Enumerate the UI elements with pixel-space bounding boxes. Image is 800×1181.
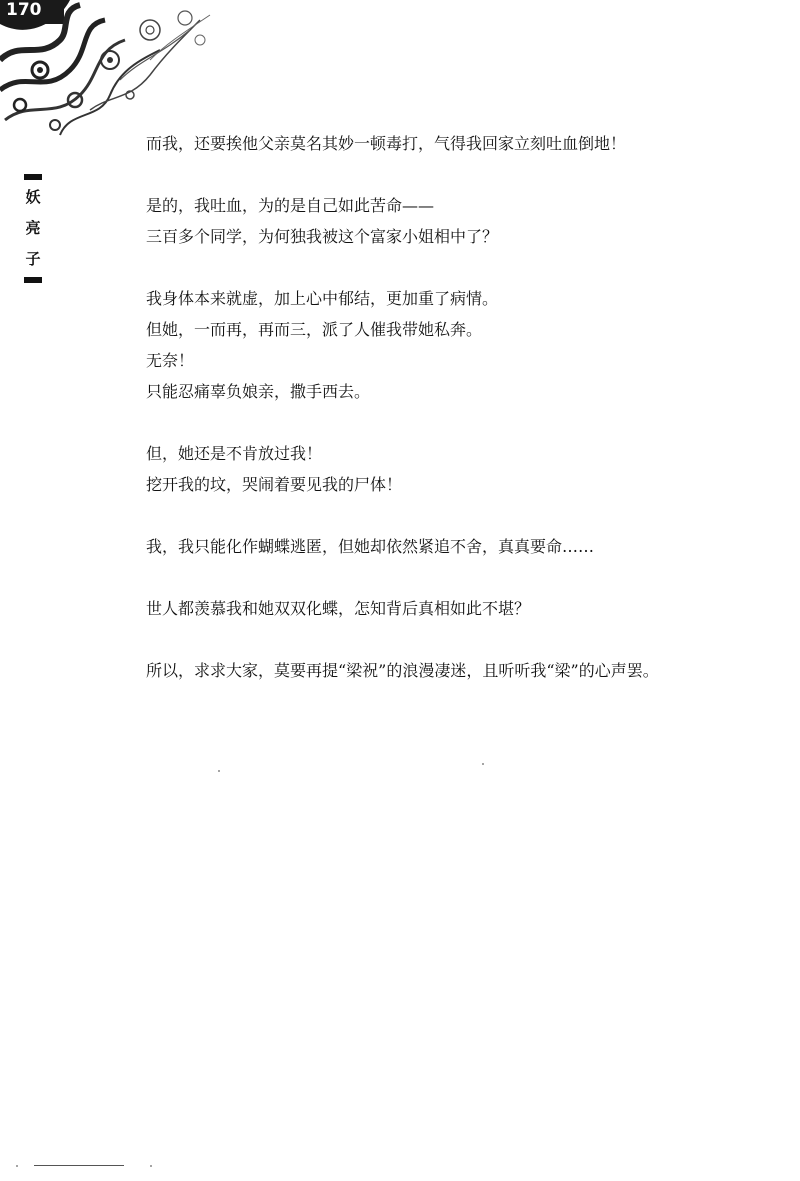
- running-title: [22, 172, 44, 285]
- scan-speck: [16, 1165, 18, 1167]
- bottom-rule: [34, 1165, 124, 1166]
- running-title-top-bar: [24, 174, 42, 180]
- text-line: 三百多个同学，为何独我被这个富家小姐相中了？: [146, 227, 499, 246]
- running-title-char: 亮: [25, 219, 41, 237]
- scan-speck: [150, 1165, 152, 1167]
- running-title-char: 妖: [25, 188, 41, 206]
- scan-speck: [482, 763, 484, 765]
- text-line: 但她，一而再，再而三，派了人催我带她私奔。: [146, 320, 483, 339]
- scan-speck: [218, 770, 220, 772]
- text-line: 而我，还要挨他父亲莫名其妙一顿毒打，气得我回家立刻吐血倒地！: [146, 134, 627, 153]
- running-title-bottom-bar: [24, 277, 42, 283]
- body-text: [108, 128, 708, 686]
- text-line: 我身体本来就虚，加上心中郁结，更加重了病情。: [146, 289, 499, 308]
- text-line: 只能忍痛辜负娘亲，撒手西去。: [146, 382, 371, 401]
- text-line: 但，她还是不肯放过我！: [146, 444, 323, 463]
- running-title-char: 子: [25, 250, 41, 268]
- text-line: 挖开我的坟，哭闹着要见我的尸体！: [146, 475, 403, 494]
- swirl-ornament-icon: [0, 0, 230, 140]
- page-number: 170: [6, 0, 42, 20]
- text-line: 我，我只能化作蝴蝶逃匿，但她却依然紧追不舍，真真要命……: [146, 537, 595, 556]
- text-paragraph: 所以，求求大家，莫要再提“梁祝”的浪漫凄迷，且听听我“梁”的心声罢。: [146, 661, 659, 680]
- text-line: 无奈！: [146, 351, 195, 370]
- text-line: 是的，我吐血，为的是自己如此苦命——: [146, 196, 435, 215]
- text-line: 世人都羡慕我和她双双化蝶，怎知背后真相如此不堪？: [146, 599, 531, 618]
